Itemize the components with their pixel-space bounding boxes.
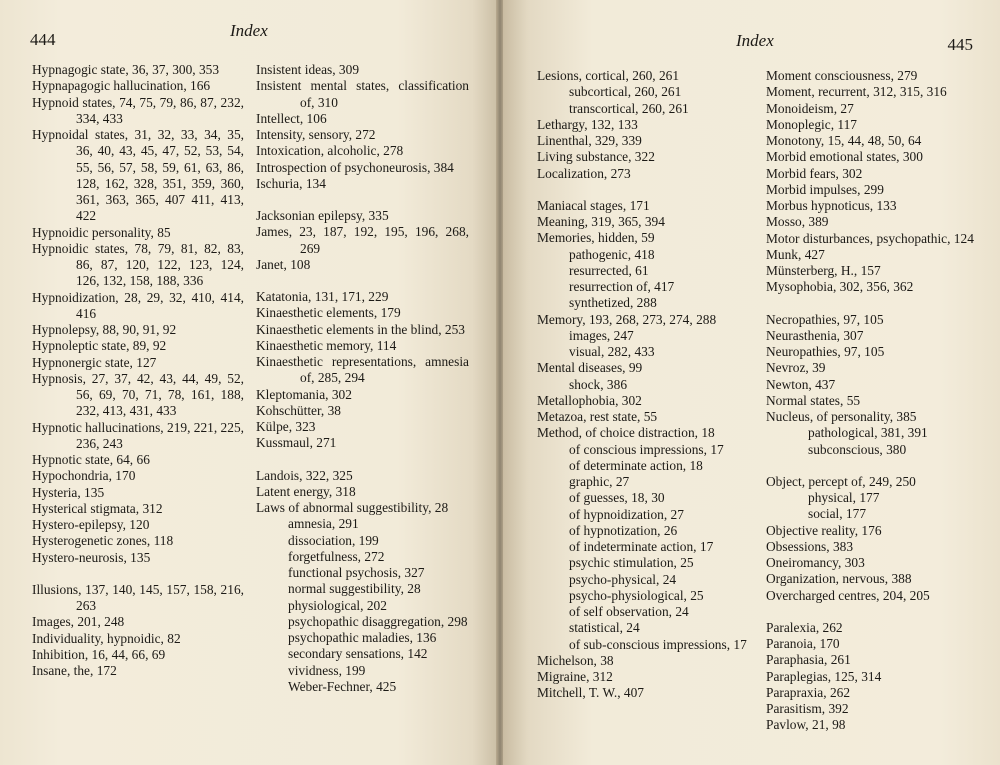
index-subentry: dissociation, 199 xyxy=(288,532,379,548)
index-entry: Parasitism, 392 xyxy=(766,701,849,716)
index-entry: Lethargy, 132, 133 xyxy=(537,116,638,132)
index-entry: Neuropathies, 97, 105 xyxy=(766,344,885,359)
index-entry: Michelson, 38 xyxy=(537,652,614,668)
index-entry: Morbid impulses, 299 xyxy=(766,181,884,197)
index-entry: Monoplegic, 117 xyxy=(766,116,857,132)
index-entry: Linenthal, 329, 339 xyxy=(537,133,642,148)
index-entry: Oneiromancy, 303 xyxy=(766,555,865,570)
index-entry: Hystero-neurosis, 135 xyxy=(32,549,151,565)
index-subentry: functional psychosis, 327 xyxy=(288,565,425,580)
index-entry: Meaning, 319, 365, 394 xyxy=(537,214,665,229)
entry-spacer xyxy=(256,273,469,289)
index-entry: Moment consciousness, 279 xyxy=(766,68,918,83)
index-entry: Maniacal stages, 171 xyxy=(537,197,650,213)
right-page xyxy=(503,0,1000,765)
index-entry: Kinaesthetic elements, 179 xyxy=(256,305,401,321)
index-entry: Hypnoleptic state, 89, 92 xyxy=(32,338,167,354)
entry-spacer xyxy=(32,566,244,582)
index-subentry: psycho-physiological, 25 xyxy=(569,587,704,603)
index-entry: Münsterberg, H., 157 xyxy=(766,263,881,278)
index-subentry: physical, 177 xyxy=(808,490,880,505)
index-entry: Neurasthenia, 307 xyxy=(766,327,864,343)
index-entry: Migraine, 312 xyxy=(537,669,613,684)
index-entry: Hypnotic hallucinations, 219, 221, 225, 236, 243 xyxy=(32,419,244,451)
index-entry: Hypnoidal states, 31, 32, 33, 34, 35, 36, 40, 43, 45, 47, 52, 53, 54, 55, 56, 57, 58, 59, 61, 63, 86, 128, 162, 328, 351, 359, 360, 361, 363, 365, 407 411, 413, 422 xyxy=(32,127,244,224)
page-number: 445 xyxy=(947,35,973,54)
index-subentry: of hypnoidization, 27 xyxy=(569,506,684,522)
index-entry: Normal states, 55 xyxy=(766,392,861,408)
index-subentry: subconscious, 380 xyxy=(808,441,907,457)
index-subentry: psychopathic maladies, 136 xyxy=(288,630,437,645)
index-entry: Kinaesthetic elements in the blind, 253 xyxy=(256,321,465,337)
index-entry: Metallophobia, 302 xyxy=(537,392,642,408)
index-entry: Morbus hypnoticus, 133 xyxy=(766,198,897,213)
index-entry: Hypnosis, 27, 37, 42, 43, 44, 49, 52, 56, 69, 70, 71, 78, 161, 188, 232, 413, 431, 433 xyxy=(32,370,244,419)
index-entry: Hystero-epilepsy, 120 xyxy=(32,517,150,532)
index-subentry: synthetized, 288 xyxy=(569,295,657,311)
index-entry: Hypnonergic state, 127 xyxy=(32,354,157,370)
index-entry: Paranoia, 170 xyxy=(766,636,840,651)
index-entry: Kinaesthetic memory, 114 xyxy=(256,337,397,353)
index-subentry: graphic, 27 xyxy=(569,474,630,489)
index-entry: Mysophobia, 302, 356, 362 xyxy=(766,279,914,295)
index-entry: Memories, hidden, 59 xyxy=(537,230,655,246)
entry-spacer xyxy=(766,458,980,474)
index-entry: Morbid fears, 302 xyxy=(766,165,863,181)
index-subentry: shock, 386 xyxy=(569,376,628,392)
index-entry: Inhibition, 16, 44, 66, 69 xyxy=(32,646,166,662)
entry-spacer xyxy=(537,182,753,198)
index-entry: Kinaesthetic representations, amnesia of, 285, 294 xyxy=(256,354,469,386)
index-entry: Kleptomania, 302 xyxy=(256,386,352,402)
entry-spacer xyxy=(766,604,980,620)
index-entry: Katatonia, 131, 171, 229 xyxy=(256,289,389,304)
index-subentry: secondary sensations, 142 xyxy=(288,646,428,662)
index-entry: Mosso, 389 xyxy=(766,214,829,230)
index-entry: Morbid emotional states, 300 xyxy=(766,149,923,165)
index-subentry: of hypnotization, 26 xyxy=(569,522,678,538)
index-entry: Illusions, 137, 140, 145, 157, 158, 216, 263 xyxy=(32,581,244,613)
index-entry: Latent energy, 318 xyxy=(256,483,356,499)
index-subentry: of determinate action, 18 xyxy=(569,457,703,473)
left-page xyxy=(0,0,497,765)
entry-spacer xyxy=(766,296,980,312)
index-entry: Mitchell, T. W., 407 xyxy=(537,685,644,701)
index-entry: Monoideism, 27 xyxy=(766,100,854,116)
index-entry: Hypnoidic personality, 85 xyxy=(32,224,171,240)
index-subentry: vividness, 199 xyxy=(288,662,366,678)
index-entry: Moment, recurrent, 312, 315, 316 xyxy=(766,84,947,100)
index-entry: Insistent ideas, 309 xyxy=(256,62,360,77)
index-entry: Hypnoidic states, 78, 79, 81, 82, 83, 86, 87, 120, 122, 123, 124, 126, 132, 158, 188, 336 xyxy=(32,240,244,289)
index-entry: Intellect, 106 xyxy=(256,110,327,126)
running-head: Index xyxy=(230,21,268,40)
index-column xyxy=(537,68,753,702)
index-entry: Individuality, hypnoidic, 82 xyxy=(32,630,181,646)
index-entry: Munk, 427 xyxy=(766,246,825,262)
index-entry: Living substance, 322 xyxy=(537,149,655,165)
index-entry: James, 23, 187, 192, 195, 196, 268, 269 xyxy=(256,224,469,256)
index-entry: Necropathies, 97, 105 xyxy=(766,311,884,327)
index-entry: Pavlow, 21, 98 xyxy=(766,717,846,733)
index-entry: Paraphasia, 261 xyxy=(766,652,851,668)
index-subentry: pathogenic, 418 xyxy=(569,246,655,262)
index-entry: Parapraxia, 262 xyxy=(766,684,851,700)
index-entry: Nucleus, of personality, 385 xyxy=(766,409,917,424)
index-subentry: social, 177 xyxy=(808,506,867,522)
index-subentry: psychopathic disaggregation, 298 xyxy=(288,613,468,629)
entry-spacer xyxy=(256,192,469,208)
index-entry: Hypnoid states, 74, 75, 79, 86, 87, 232, 334, 433 xyxy=(32,94,244,126)
index-entry: Kussmaul, 271 xyxy=(256,435,337,451)
index-entry: Organization, nervous, 388 xyxy=(766,571,912,587)
index-subentry: statistical, 24 xyxy=(569,620,640,636)
index-entry: Paralexia, 262 xyxy=(766,619,843,635)
page-number: 444 xyxy=(30,30,56,49)
index-entry: Hypnapagogic hallucination, 166 xyxy=(32,78,211,94)
index-entry: Object, percept of, 249, 250 xyxy=(766,473,916,489)
index-entry: Motor disturbances, psychopathic, 124 xyxy=(766,230,974,246)
index-entry: Landois, 322, 325 xyxy=(256,467,353,483)
running-head: Index xyxy=(736,31,774,50)
index-subentry: physiological, 202 xyxy=(288,597,387,613)
index-subentry: visual, 282, 433 xyxy=(569,344,655,359)
index-entry: Ischuria, 134 xyxy=(256,175,326,191)
index-column xyxy=(256,62,469,695)
index-entry: Hypnoidization, 28, 29, 32, 410, 414, 416 xyxy=(32,289,244,321)
index-entry: Newton, 437 xyxy=(766,376,836,392)
index-entry: Hypnagogic state, 36, 37, 300, 353 xyxy=(32,62,220,77)
index-entry: Laws of abnormal suggestibility, 28 xyxy=(256,500,449,515)
index-subentry: Weber-Fechner, 425 xyxy=(288,678,397,694)
index-entry: Monotony, 15, 44, 48, 50, 64 xyxy=(766,133,922,148)
index-entry: Kohschütter, 38 xyxy=(256,402,341,418)
index-subentry: of sub-conscious impressions, 17 xyxy=(569,636,747,652)
index-entry: Hypnolepsy, 88, 90, 91, 92 xyxy=(32,322,177,337)
index-subentry: forgetfulness, 272 xyxy=(288,548,385,564)
index-entry: Hysterogenetic zones, 118 xyxy=(32,533,174,549)
index-entry: Insistent mental states, classification of, 310 xyxy=(256,78,469,110)
index-subentry: subcortical, 260, 261 xyxy=(569,84,682,100)
index-entry: Images, 201, 248 xyxy=(32,614,125,630)
index-subentry: psycho-physical, 24 xyxy=(569,571,677,587)
index-entry: Method, of choice distraction, 18 xyxy=(537,425,715,441)
index-entry: Janet, 108 xyxy=(256,256,311,272)
index-subentry: resurrection of, 417 xyxy=(569,279,675,294)
index-subentry: transcortical, 260, 261 xyxy=(569,100,689,116)
index-entry: Hysterical stigmata, 312 xyxy=(32,500,163,516)
index-entry: Nevroz, 39 xyxy=(766,360,826,376)
index-entry: Localization, 273 xyxy=(537,165,631,181)
index-subentry: of indeterminate action, 17 xyxy=(569,539,714,554)
index-entry: Insane, the, 172 xyxy=(32,663,117,678)
index-entry: Lesions, cortical, 260, 261 xyxy=(537,68,680,83)
index-entry: Hypochondria, 170 xyxy=(32,468,136,484)
index-subentry: of guesses, 18, 30 xyxy=(569,490,665,506)
index-subentry: resurrected, 61 xyxy=(569,262,649,278)
index-entry: Obsessions, 383 xyxy=(766,538,854,554)
entry-spacer xyxy=(256,452,469,468)
index-entry: Külpe, 323 xyxy=(256,419,316,434)
index-subentry: of conscious impressions, 17 xyxy=(569,441,724,457)
index-entry: Memory, 193, 268, 273, 274, 288 xyxy=(537,311,717,327)
index-entry: Hysteria, 135 xyxy=(32,484,105,500)
index-column xyxy=(32,62,244,679)
index-entry: Overcharged centres, 204, 205 xyxy=(766,587,930,603)
index-subentry: amnesia, 291 xyxy=(288,516,359,532)
index-entry: Intoxication, alcoholic, 278 xyxy=(256,143,404,159)
index-entry: Objective reality, 176 xyxy=(766,522,882,538)
index-entry: Metazoa, rest state, 55 xyxy=(537,409,658,424)
index-entry: Paraplegias, 125, 314 xyxy=(766,668,882,684)
index-subentry: psychic stimulation, 25 xyxy=(569,555,694,571)
index-subentry: normal suggestibility, 28 xyxy=(288,581,421,597)
index-subentry: of self observation, 24 xyxy=(569,604,689,619)
index-entry: Intensity, sensory, 272 xyxy=(256,127,376,142)
index-column xyxy=(766,68,980,734)
index-entry: Introspection of psychoneurosis, 384 xyxy=(256,159,454,175)
index-subentry: images, 247 xyxy=(569,327,634,343)
index-entry: Jacksonian epilepsy, 335 xyxy=(256,208,389,223)
index-entry: Mental diseases, 99 xyxy=(537,360,643,376)
index-subentry: pathological, 381, 391 xyxy=(808,425,928,441)
index-entry: Hypnotic state, 64, 66 xyxy=(32,452,150,467)
